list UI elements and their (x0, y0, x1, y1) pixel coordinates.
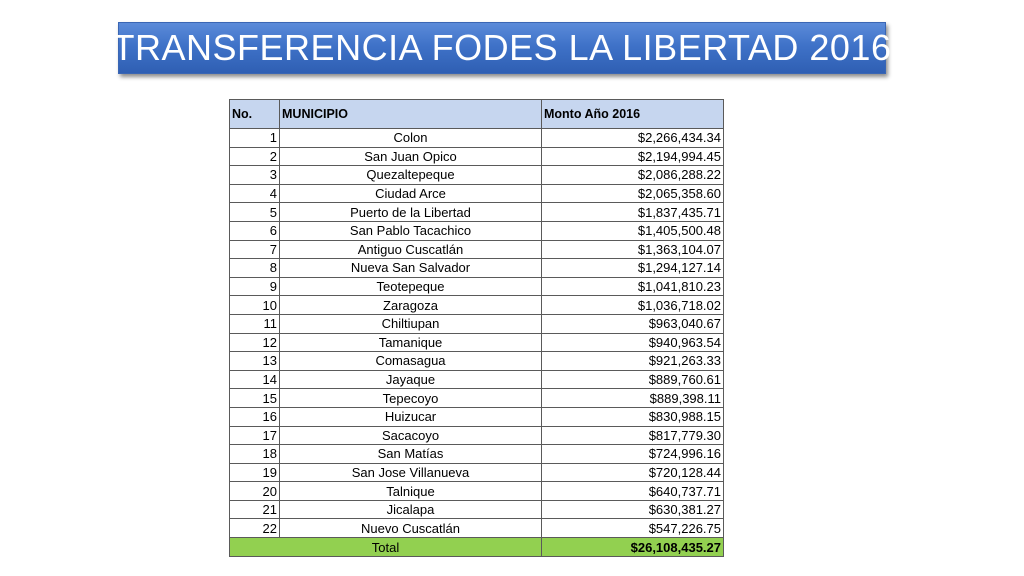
row-number: 1 (230, 129, 280, 148)
row-monto: $963,040.67 (542, 314, 724, 333)
table-row (230, 482, 724, 501)
row-municipio: Ciudad Arce (280, 184, 542, 203)
row-municipio: Jayaque (280, 370, 542, 389)
table-row (230, 277, 724, 296)
table-row (230, 500, 724, 519)
row-number: 2 (230, 147, 280, 166)
row-municipio: Puerto de la Libertad (280, 203, 542, 222)
table-row (230, 296, 724, 315)
table-row (230, 370, 724, 389)
row-number: 3 (230, 166, 280, 185)
header-municipio: MUNICIPIO (280, 100, 542, 129)
total-label: Total (230, 538, 542, 557)
table-row (230, 426, 724, 445)
table-row (230, 463, 724, 482)
row-municipio: Tamanique (280, 333, 542, 352)
total-row (230, 538, 724, 557)
row-municipio: San Jose Villanueva (280, 463, 542, 482)
table-row (230, 221, 724, 240)
row-number: 20 (230, 482, 280, 501)
table-row (230, 407, 724, 426)
row-monto: $724,996.16 (542, 445, 724, 464)
row-municipio: Teotepeque (280, 277, 542, 296)
row-municipio: San Matías (280, 445, 542, 464)
row-number: 6 (230, 221, 280, 240)
row-monto: $889,760.61 (542, 370, 724, 389)
row-municipio: San Pablo Tacachico (280, 221, 542, 240)
row-monto: $720,128.44 (542, 463, 724, 482)
header-monto: Monto Año 2016 (542, 100, 724, 129)
table-row (230, 445, 724, 464)
row-monto: $1,363,104.07 (542, 240, 724, 259)
row-number: 22 (230, 519, 280, 538)
total-amount: $26,108,435.27 (542, 538, 724, 557)
table-row (230, 519, 724, 538)
table-row (230, 184, 724, 203)
row-monto: $2,065,358.60 (542, 184, 724, 203)
row-monto: $1,036,718.02 (542, 296, 724, 315)
row-municipio: San Juan Opico (280, 147, 542, 166)
row-municipio: Jicalapa (280, 500, 542, 519)
row-number: 8 (230, 259, 280, 278)
table-row (230, 203, 724, 222)
row-monto: $2,194,994.45 (542, 147, 724, 166)
fodes-table (229, 99, 724, 557)
table-row (230, 352, 724, 371)
table-body (230, 129, 724, 557)
table-row (230, 389, 724, 408)
row-number: 18 (230, 445, 280, 464)
row-municipio: Huizucar (280, 407, 542, 426)
table-row (230, 166, 724, 185)
row-monto: $921,263.33 (542, 352, 724, 371)
row-number: 13 (230, 352, 280, 371)
row-municipio: Antiguo Cuscatlán (280, 240, 542, 259)
row-monto: $940,963.54 (542, 333, 724, 352)
table-row (230, 129, 724, 148)
title-banner (112, 22, 892, 74)
row-municipio: Colon (280, 129, 542, 148)
table-header-row (230, 100, 724, 129)
row-municipio: Chiltiupan (280, 314, 542, 333)
row-number: 21 (230, 500, 280, 519)
row-monto: $630,381.27 (542, 500, 724, 519)
row-monto: $1,294,127.14 (542, 259, 724, 278)
row-monto: $817,779.30 (542, 426, 724, 445)
row-monto: $830,988.15 (542, 407, 724, 426)
table-row (230, 259, 724, 278)
row-monto: $1,405,500.48 (542, 221, 724, 240)
row-monto: $889,398.11 (542, 389, 724, 408)
row-monto: $1,837,435.71 (542, 203, 724, 222)
table-row (230, 314, 724, 333)
row-number: 9 (230, 277, 280, 296)
row-monto: $640,737.71 (542, 482, 724, 501)
row-number: 19 (230, 463, 280, 482)
header-no: No. (230, 100, 280, 129)
row-number: 7 (230, 240, 280, 259)
row-monto: $2,266,434.34 (542, 129, 724, 148)
row-municipio: Talnique (280, 482, 542, 501)
row-number: 17 (230, 426, 280, 445)
row-number: 5 (230, 203, 280, 222)
row-municipio: Sacacoyo (280, 426, 542, 445)
row-municipio: Tepecoyo (280, 389, 542, 408)
table-row (230, 147, 724, 166)
row-number: 14 (230, 370, 280, 389)
row-monto: $2,086,288.22 (542, 166, 724, 185)
page-title: TRANSFERENCIA FODES LA LIBERTAD 2016 (112, 27, 892, 68)
row-monto: $1,041,810.23 (542, 277, 724, 296)
row-number: 11 (230, 314, 280, 333)
row-municipio: Nueva San Salvador (280, 259, 542, 278)
row-municipio: Quezaltepeque (280, 166, 542, 185)
table-row (230, 333, 724, 352)
row-municipio: Nuevo Cuscatlán (280, 519, 542, 538)
table-row (230, 240, 724, 259)
row-number: 4 (230, 184, 280, 203)
row-number: 10 (230, 296, 280, 315)
row-number: 16 (230, 407, 280, 426)
row-municipio: Zaragoza (280, 296, 542, 315)
row-number: 15 (230, 389, 280, 408)
row-number: 12 (230, 333, 280, 352)
row-monto: $547,226.75 (542, 519, 724, 538)
row-municipio: Comasagua (280, 352, 542, 371)
